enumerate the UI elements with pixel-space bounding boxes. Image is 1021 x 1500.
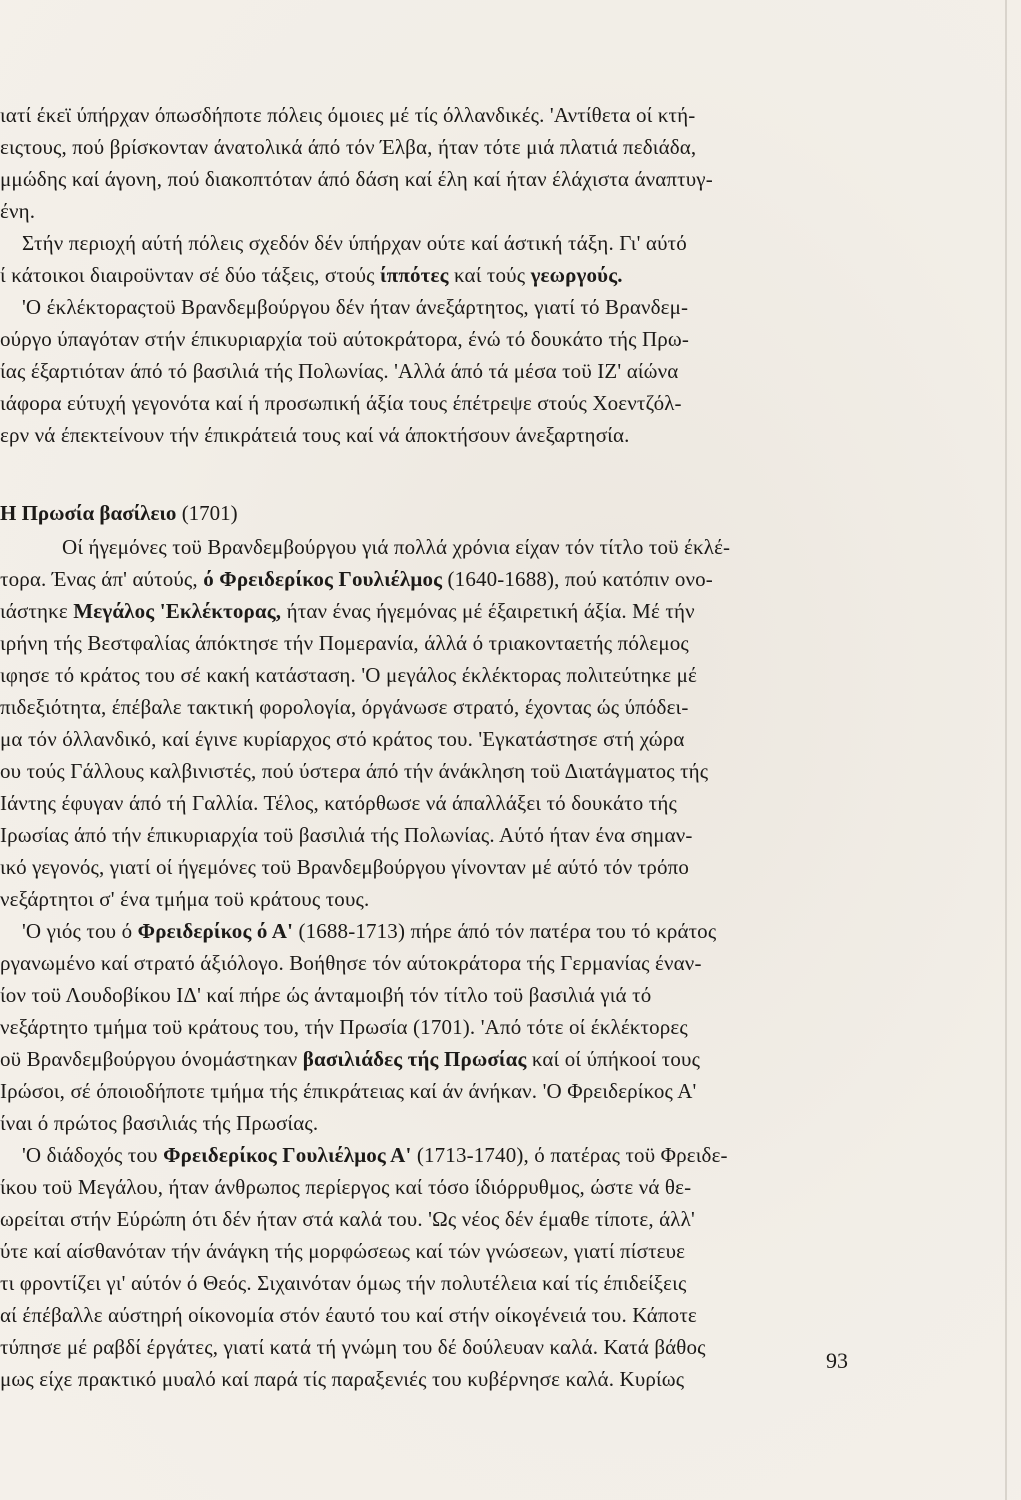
text-line: ικό γεγονός, γιατί οί ήγεμόνες τοϋ Βρανδεμβούργου γίνονταν μέ αύτό τόν τρόπο <box>0 855 690 879</box>
bold-term: ό Φρειδερίκος Γουλιέλμος <box>203 567 443 591</box>
text-span: 'Ο γιός του ό <box>22 919 138 943</box>
bold-term: γεωργούς. <box>530 263 623 287</box>
text-line: τι φροντίζει γι' αύτόν ό Θεός. Σιχαινόταν όμως τήν πολυτέλεια καί τίς έπιδείξεις <box>0 1271 687 1295</box>
text-line: αί έπέβαλλε αύστηρή οίκονομία στόν έαυτό του καί στήν οίκογένειά του. Κάποτε <box>0 1303 697 1327</box>
text-line: ένη. <box>0 199 36 223</box>
text-line: ίον τοϋ Λουδοβίκου ΙΔ' καί πήρε ώς άνταμοιβή τόν τίτλο τοϋ βασιλιά γιά τό <box>0 983 652 1007</box>
text-line: νεξάρτητο τμήμα τοϋ κράτους του, τήν Πρωσία (1701). 'Από τότε οί έκλέκτορες <box>0 1015 688 1039</box>
text-line <box>22 916 1021 946</box>
text-line <box>0 260 1000 290</box>
text-line: ούργο ύπαγόταν στήν έπικυριαρχία τοϋ αύτοκράτορα, ένώ τό δουκάτο τής Πρω- <box>0 327 690 351</box>
text-line <box>0 564 1000 594</box>
text-line: Οί ήγεμόνες τοϋ Βρανδεμβούργου γιά πολλά χρόνια είχαν τόν τίτλο τοϋ έκλέ- <box>62 535 731 559</box>
page-number: 93 <box>826 1348 848 1373</box>
text-span: 'Ο διάδοχός του <box>22 1143 164 1167</box>
text-line: ίας έξαρτιόταν άπό τό βασιλιά τής Πολωνίας. 'Αλλά άπό τά μέσα τοϋ ΙΖ' αίώνα <box>0 359 679 383</box>
text-span: καί τούς <box>448 263 531 287</box>
heading-date: (1701) <box>176 501 238 525</box>
text-line: πιδεξιότητα, έπέβαλε τακτική φορολογία, όργάνωσε στρατό, έχοντας ώς ύπόδει- <box>0 695 689 719</box>
text-line <box>0 596 1000 626</box>
section-heading <box>0 498 238 528</box>
text-line: τύπησε μέ ραβδί έργάτες, γιατί κατά τή γνώμη του δέ δούλευαν καλά. Κατά βάθος <box>0 1335 706 1359</box>
text-line: μως είχε πρακτικό μυαλό καί παρά τίς παραξενιές του κυβέρνησε καλά. Κυρίως <box>0 1367 685 1391</box>
text-line: 'Ο έκλέκτοραςτοϋ Βρανδεμβούργου δέν ήταν άνεξάρτητος, γιατί τό Βρανδεμ- <box>22 295 689 319</box>
text-span: ήταν ένας ήγεμόνας μέ έξαιρετική άξία. Μέ τήν <box>281 599 695 623</box>
text-span: ιάστηκε <box>0 599 74 623</box>
text-line: ου τούς Γάλλους καλβινιστές, πού ύστερα άπό τήν άνάκληση τοϋ Διατάγματος τής <box>0 759 709 783</box>
bold-term: ίππότες <box>380 263 449 287</box>
text-span: (1688-1713) πήρε άπό τόν πατέρα του τό κράτος <box>293 919 717 943</box>
text-line: ιρήνη τής Βεστφαλίας άπόκτησε τήν Πομερανία, άλλά ό τριακονταετής πόλεμος <box>0 631 689 655</box>
text-line: Στήν περιοχή αύτή πόλεις σχεδόν δέν ύπήρχαν ούτε καί άστική τάξη. Γι' αύτό <box>22 231 687 255</box>
text-line: ωρείται στήν Εύρώπη ότι δέν ήταν στά καλά του. 'Ως νέος δέν έμαθε τίποτε, άλλ' <box>0 1207 695 1231</box>
heading-title: Η Πρωσία βασίλειο <box>0 501 177 525</box>
text-line: ργανωμένο καί στρατό άξιόλογο. Βοήθησε τόν αύτοκράτορα τής Γερμανίας έναν- <box>0 951 702 975</box>
text-span: οϋ Βρανδεμβούργου όνομάστηκαν <box>0 1047 303 1071</box>
page-edge <box>1005 0 1007 1500</box>
text-line: ίκου τοϋ Μεγάλου, ήταν άνθρωπος περίεργος καί τόσο ίδιόρρυθμος, ώστε νά θε- <box>0 1175 692 1199</box>
text-line: ιατί έκεϊ ύπήρχαν όπωσδήποτε πόλεις όμοιες μέ τίς όλλανδικές. 'Αντίθετα οί κτή- <box>0 103 696 127</box>
text-span: (1640-1688), πού κατόπιν ονο- <box>442 567 713 591</box>
text-line: ερν νά έπεκτείνουν τήν έπικράτειά τους καί νά άποκτήσουν άνεξαρτησία. <box>0 423 630 447</box>
bold-term: Φρειδερίκος Γουλιέλμος Α' <box>163 1143 412 1167</box>
text-line: ίναι ό πρώτος βασιλιάς τής Πρωσίας. <box>0 1111 319 1135</box>
bold-term: βασιλιάδες τής Πρωσίας <box>302 1047 527 1071</box>
text-line: μμώδης καί άγονη, πού διακοπτόταν άπό δάση καί έλη καί ήταν έλάχιστα άναπτυγ- <box>0 167 713 191</box>
text-line: ύτε καί αίσθανόταν τήν άνάγκη τής μορφώσεως καί τών γνώσεων, γιατί πίστευε <box>0 1239 686 1263</box>
text-span: καί οί ύπήκοοί τους <box>526 1047 701 1071</box>
text-line: νεξάρτητοι σ' ένα τμήμα τοϋ κράτους τους. <box>0 887 370 911</box>
bold-term: Φρειδερίκος ό Α' <box>137 919 294 943</box>
text-line <box>0 1044 1000 1074</box>
text-line: Ιρώσοι, σέ όποιοδήποτε τμήμα τής έπικράτειας καί άν άνήκαν. 'Ο Φρειδερίκος Α' <box>0 1079 697 1103</box>
text-line: ιάφορα εύτυχή γεγονότα καί ή προσωπική άξία τους έπέτρεψε στούς Χοεντζόλ- <box>0 391 682 415</box>
text-line: Ιρωσίας άπό τήν έπικυριαρχία τοϋ βασιλιά τής Πολωνίας. Αύτό ήταν ένα σημαν- <box>0 823 693 847</box>
text-line: μα τόν όλλανδικό, καί έγινε κυρίαρχος στό κράτος του. 'Εγκατάστησε στή χώρα <box>0 727 685 751</box>
text-line <box>22 1140 1021 1170</box>
text-span: ί κάτοικοι διαιροϋνταν σέ δύο τάξεις, στούς <box>0 263 381 287</box>
text-line: Ιάντης έφυγαν άπό τή Γαλλία. Τέλος, κατόρθωσε νά άπαλλάξει τό δουκάτο τής <box>0 791 677 815</box>
text-line: ιφησε τό κράτος του σέ κακή κατάσταση. 'Ο μεγάλος έκλέκτορας πολιτεύτηκε μέ <box>0 663 697 687</box>
bold-term: Μεγάλος 'Εκλέκτορας, <box>73 599 282 623</box>
text-line: ειςτους, πού βρίσκονταν άνατολικά άπό τόν Έλβα, ήταν τότε μιά πλατιά πεδιάδα, <box>0 135 697 159</box>
text-span: τορα. Ένας άπ' αύτούς, <box>0 567 204 591</box>
text-span: (1713-1740), ό πατέρας τοϋ Φρειδε- <box>411 1143 728 1167</box>
